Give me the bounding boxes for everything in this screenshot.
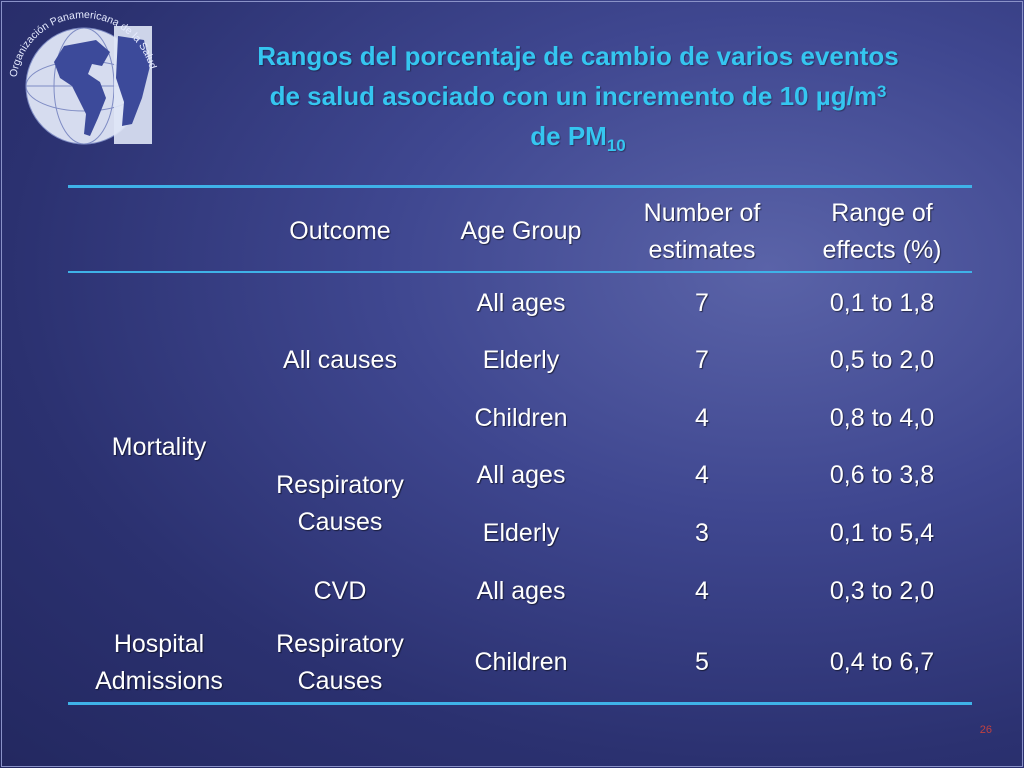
outcome-respiratory-line1: Respiratory [276, 471, 404, 499]
row-7-estimates: 5 [695, 648, 709, 676]
header-range-line2: effects (%) [822, 236, 942, 264]
row-4-age: All ages [476, 461, 566, 489]
header-age-group: Age Group [460, 217, 582, 245]
page-number: 26 [979, 724, 992, 736]
row-7-age: Children [474, 648, 568, 676]
row-6-age: All ages [476, 577, 566, 605]
header-outcome: Outcome [289, 217, 391, 245]
header-estimates-line2: estimates [648, 236, 756, 264]
group-mortality: Mortality [111, 433, 207, 461]
row-6-range: 0,3 to 2,0 [829, 577, 935, 605]
row-4-estimates: 4 [695, 461, 709, 489]
slide-title [168, 36, 988, 160]
row-3-range: 0,8 to 4,0 [829, 404, 935, 432]
header-range-line1: Range of [831, 199, 933, 227]
outcome-cvd: CVD [313, 577, 367, 605]
row-1-estimates: 7 [695, 289, 709, 317]
row-4-range: 0,6 to 3,8 [829, 461, 935, 489]
row-3-age: Children [474, 404, 568, 432]
row-5-age: Elderly [482, 519, 560, 547]
paho-globe-logo-icon [4, 6, 164, 166]
title-subscript: 10 [606, 136, 626, 155]
outcome-respiratory-line2: Causes [297, 508, 383, 536]
row-2-range: 0,5 to 2,0 [829, 346, 935, 374]
table-bottom-rule [68, 702, 972, 705]
row-2-estimates: 7 [695, 346, 709, 374]
logo-ring-text: Organización Panamericana de la Salud [7, 8, 159, 79]
row-5-range: 0,1 to 5,4 [829, 519, 935, 547]
group-hospital-line2: Admissions [95, 667, 223, 695]
row-1-range: 0,1 to 1,8 [829, 289, 935, 317]
header-estimates-line1: Number of [643, 199, 761, 227]
table-top-rule [68, 185, 972, 188]
row-2-age: Elderly [482, 346, 560, 374]
row-5-estimates: 3 [695, 519, 709, 547]
row-3-estimates: 4 [695, 404, 709, 432]
row-6-estimates: 4 [695, 577, 709, 605]
outcome-hosp-respiratory-line1: Respiratory [276, 630, 404, 658]
title-line-3: de PM [530, 121, 607, 151]
row-1-age: All ages [476, 289, 566, 317]
table-header-rule [68, 271, 972, 273]
title-line-1: Rangos del porcentaje de cambio de varios eventos [257, 41, 899, 71]
group-hospital-line1: Hospital [113, 630, 205, 658]
title-line-2: de salud asociado con un incremento de 10 µg/m [269, 81, 877, 111]
outcome-hosp-respiratory-line2: Causes [297, 667, 383, 695]
row-7-range: 0,4 to 6,7 [829, 648, 935, 676]
title-superscript: 3 [876, 82, 887, 101]
outcome-all-causes: All causes [283, 346, 397, 374]
